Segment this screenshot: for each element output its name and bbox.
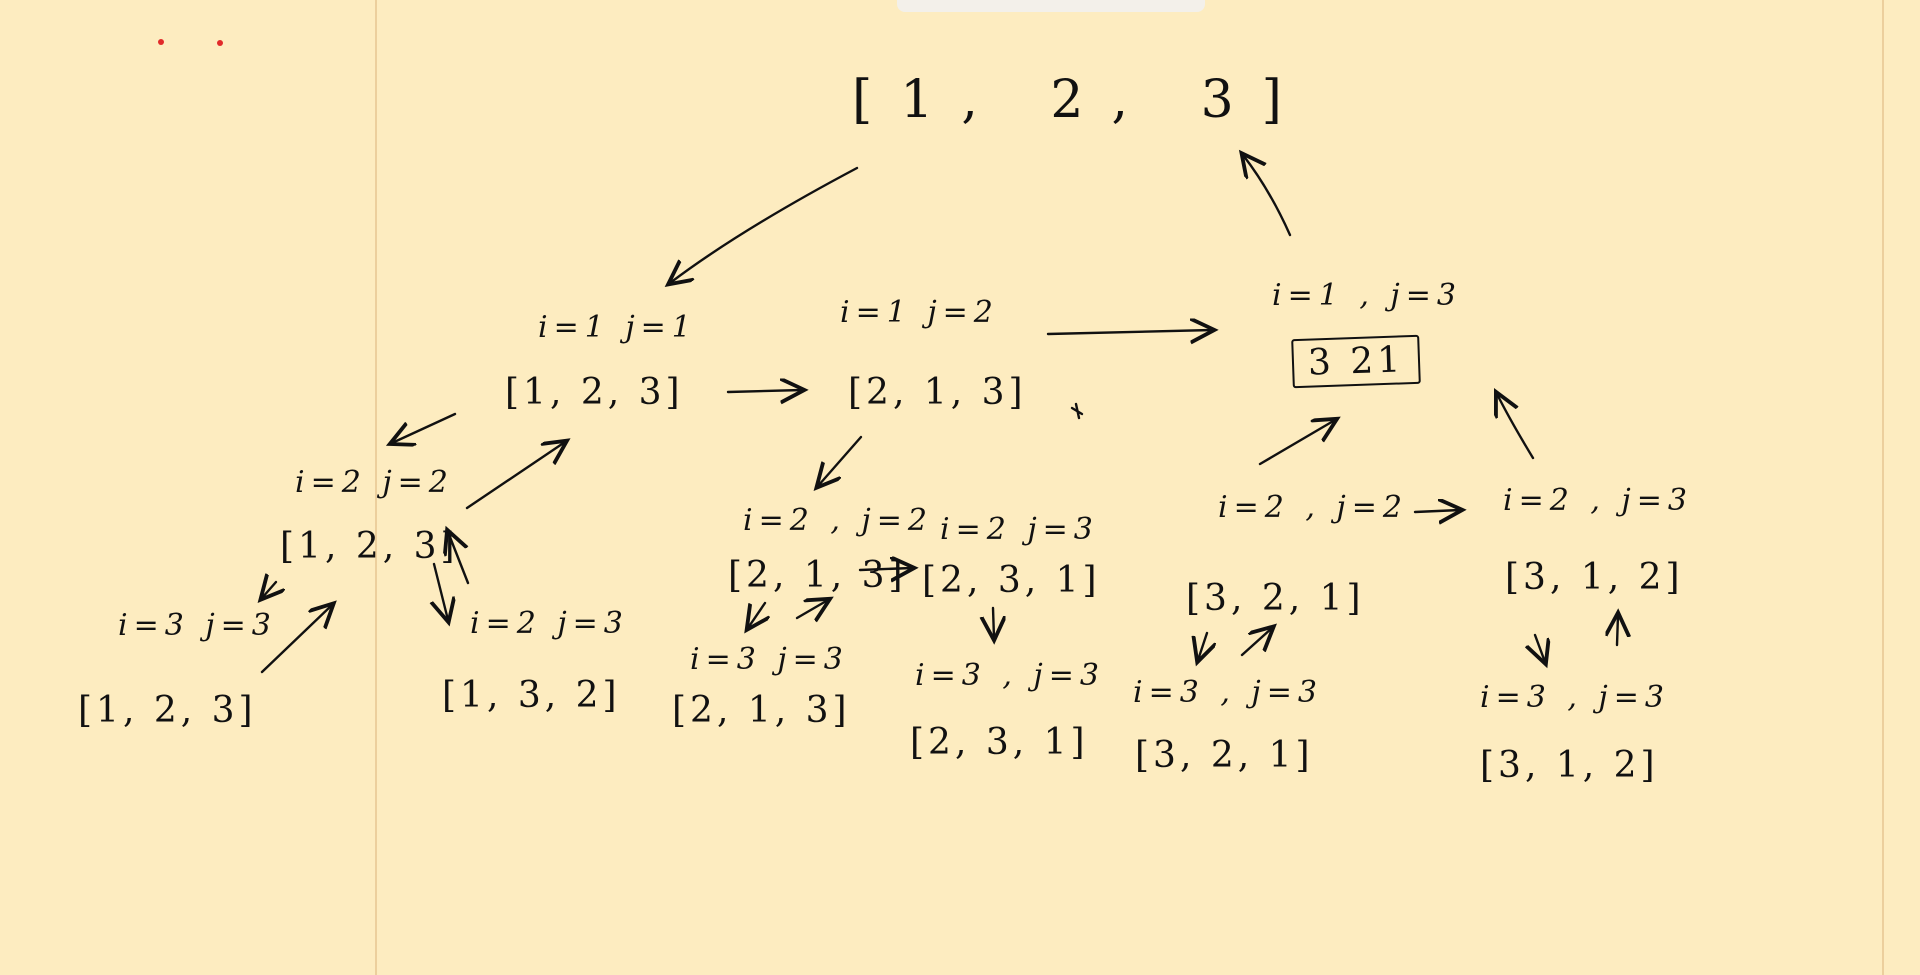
arrow [818, 437, 861, 486]
node-array: [3, 2, 1] [1186, 578, 1365, 619]
arrow [1198, 633, 1207, 660]
node-indices: i=1 j=1 [538, 310, 697, 345]
arrow [1243, 155, 1290, 235]
node-indices: i=1 , j=3 [1272, 278, 1462, 313]
arrow [728, 390, 802, 392]
node-array: [1, 3, 2] [442, 675, 621, 716]
node-indices: i=3 , j=3 [915, 658, 1105, 693]
stray-mark [1072, 404, 1082, 418]
node-array: [3, 1, 2] [1505, 557, 1684, 598]
arrow [1415, 510, 1460, 512]
arrow [262, 582, 276, 598]
node-indices: i=3 j=3 [118, 608, 277, 643]
node-indices: i=3 , j=3 [1480, 680, 1670, 715]
node-indices: i=2 , j=2 [743, 503, 933, 538]
node-array: [1, 2, 3] [280, 526, 459, 567]
node-array: [2, 3, 1] [910, 722, 1089, 763]
arrow [748, 603, 765, 628]
arrow [467, 442, 565, 508]
root-array: [1, 2, 3] [852, 70, 1310, 130]
arrow [1497, 394, 1533, 458]
node-array: [3, 1, 2] [1480, 745, 1659, 786]
final-result-box: 3 21 [1291, 335, 1421, 388]
node-array: [1, 2, 3] [78, 690, 257, 731]
node-indices: i=3 j=3 [690, 642, 849, 677]
node-indices: i=3 , j=3 [1133, 675, 1323, 710]
node-array: [2, 3, 1] [922, 560, 1101, 601]
arrow [1048, 330, 1212, 334]
arrow [1260, 420, 1335, 464]
arrow [670, 168, 857, 283]
node-indices: i=2 j=3 [470, 606, 629, 641]
arrow [1535, 635, 1545, 662]
node-indices: i=2 j=2 [295, 465, 454, 500]
arrow [392, 414, 455, 443]
arrow [434, 564, 448, 620]
node-array: [2, 1, 3] [848, 372, 1027, 413]
arrow [1242, 628, 1272, 655]
node-array: [3, 2, 1] [1135, 735, 1314, 776]
node-indices: i=2 , j=2 [1218, 490, 1408, 525]
node-indices: i=2 j=3 [940, 512, 1099, 547]
node-array: [1, 2, 3] [505, 372, 684, 413]
arrow [1617, 615, 1618, 645]
arrow [993, 608, 994, 638]
node-indices: i=2 , j=3 [1503, 483, 1693, 518]
node-array: [2, 1, 3] [672, 690, 851, 731]
arrow [797, 600, 828, 618]
node-indices: i=1 j=2 [840, 295, 999, 330]
node-array: [2, 1, 3] [728, 555, 907, 596]
